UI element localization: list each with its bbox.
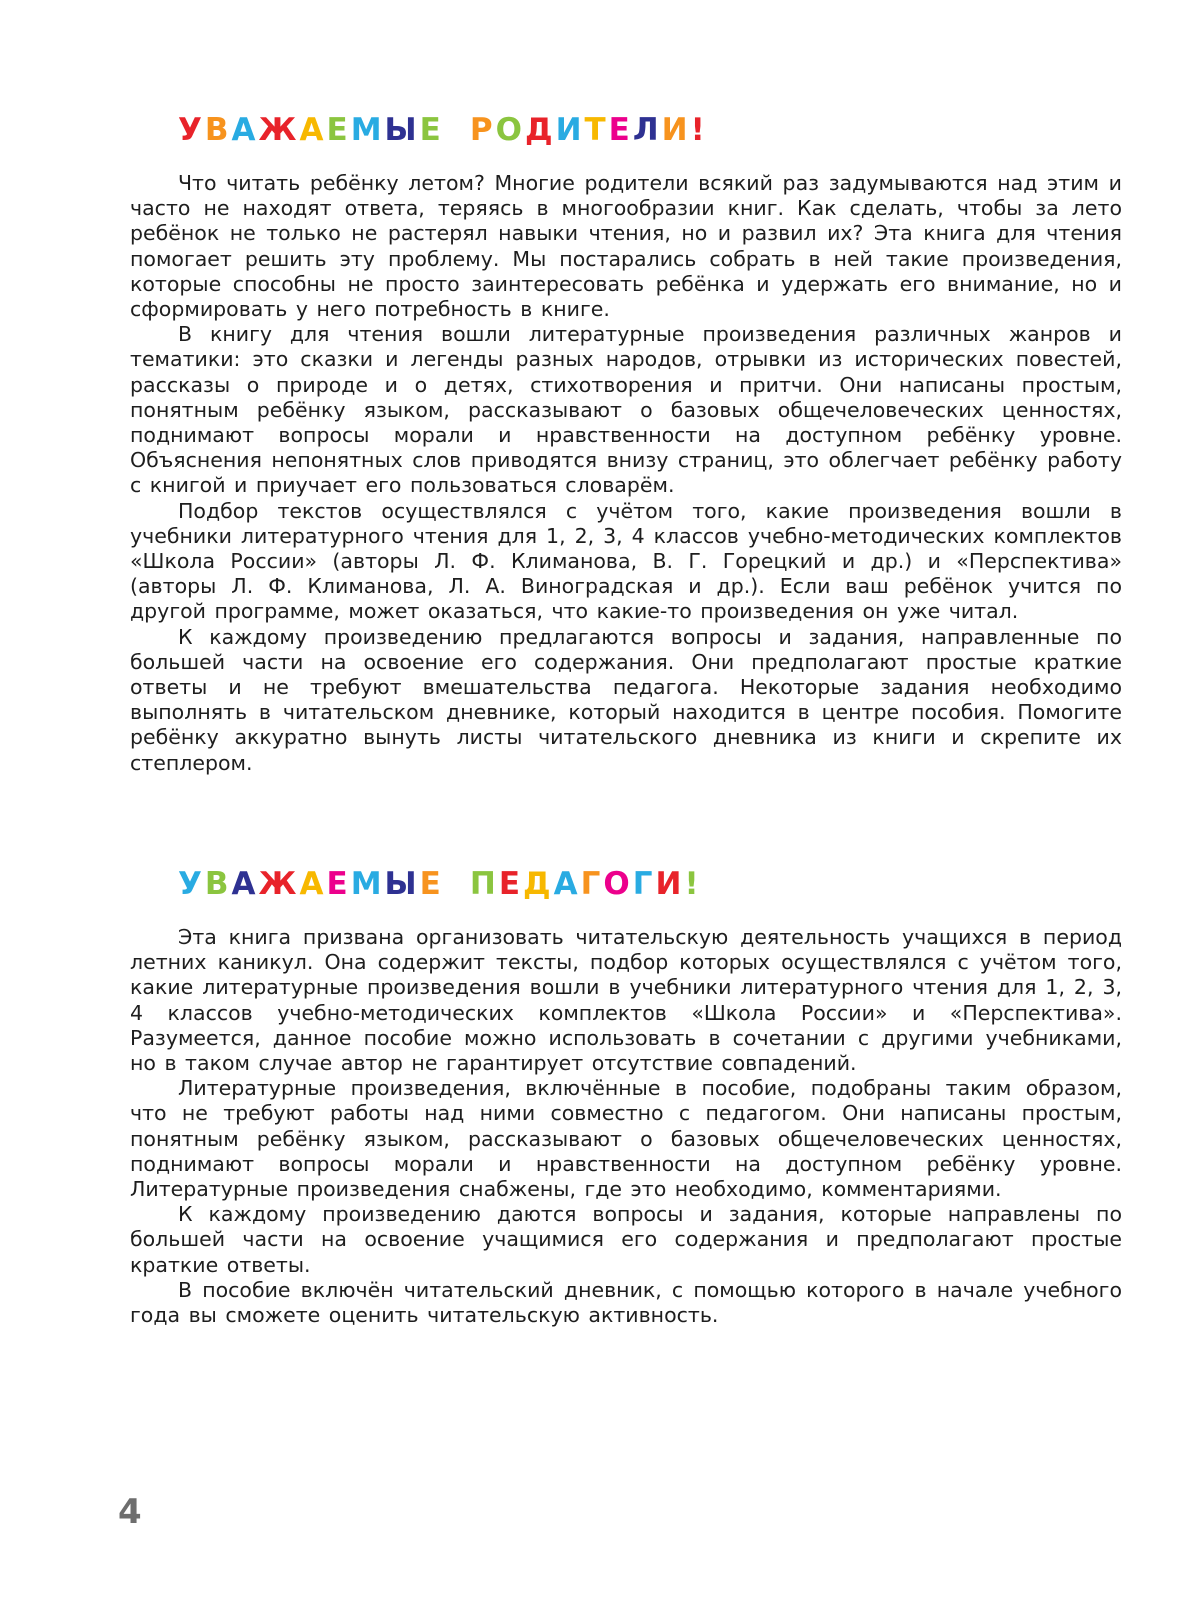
title-letter: И <box>555 112 585 148</box>
title-letter: И <box>655 866 685 902</box>
title-letter: Е <box>326 112 351 148</box>
parents-paragraph: В книгу для чтения вошли литературные произведения различных жанров и тематики: это сказки и легенды разных народов, отрывки из исторических повестей, рассказы о природе и о детях, стихотворения и притчи. Они написаны простым, понятным ребёнку языком, рассказывают о базовых общечеловеческих ценностях, поднимают вопросы морали и нравственности на доступном ребёнку уровне. Объяснения непонятных слов приводятся внизу страниц, это облегчает ребёнку работу с книгой и приучает его пользоваться словарём. <box>130 322 1122 498</box>
parents-text <box>130 171 1122 776</box>
title-letter: М <box>350 112 385 148</box>
title-letter: А <box>231 866 259 902</box>
title-letter: Е <box>498 866 523 902</box>
title-letter: Ж <box>258 112 300 148</box>
title-letter: Ы <box>384 112 420 148</box>
parents-paragraph: К каждому произведению предлагаются вопросы и задания, направленные по большей части на освоение его содержания. Они предполагают простые краткие ответы и не требуют вмешательства педагога. Некоторые задания необходимо выполнять в читательском дневнике, который находится в центре пособия. Помогите ребёнку аккуратно вынуть листы читательского дневника из книги и скрепите их степлером. <box>130 624 1122 775</box>
title-letter: ! <box>690 112 708 148</box>
title-letter: О <box>495 112 525 148</box>
title-letter: А <box>231 112 259 148</box>
title-letter: А <box>299 112 327 148</box>
parents-heading <box>178 112 708 148</box>
page-number: 4 <box>118 1492 142 1532</box>
title-letter: И <box>661 112 691 148</box>
title-letter: Т <box>584 112 609 148</box>
title-letter: Е <box>419 866 444 902</box>
title-letter: Е <box>608 112 633 148</box>
title-space <box>444 866 470 902</box>
title-letter: ! <box>684 866 702 902</box>
title-letter: Г <box>632 866 656 902</box>
title-letter: Е <box>419 112 444 148</box>
title-letter: А <box>299 866 327 902</box>
title-letter: Д <box>524 112 556 148</box>
title-letter: М <box>350 866 385 902</box>
teachers-paragraph: Литературные произведения, включённые в пособие, подобраны таким образом, что не требуют работы над ними совместно с педагогом. Они написаны простым, понятным ребёнку языком, рассказывают о базовых общечеловеческих ценностях, поднимают вопросы морали и нравственности на доступном ребёнку уровне. Литературные произведения снабжены, где это необходимо, комментариями. <box>130 1076 1122 1202</box>
title-letter: Л <box>632 112 662 148</box>
title-letter: Р <box>469 112 496 148</box>
teachers-text <box>130 925 1122 1328</box>
parents-paragraph: Подбор текстов осуществлялся с учётом того, какие произведения вошли в учебники литературного чтения для 1, 2, 3, 4 классов учебно-методических комплектов «Школа России» (авторы Л. Ф. Климанова, В. Г. Горецкий и др.) и «Перспектива» (авторы Л. Ф. Климанова, Л. А. Виноградская и др.). Если ваш ребёнок учится по другой программе, может оказаться, что какие-то произведения он уже читал. <box>130 498 1122 624</box>
teachers-paragraph: К каждому произведению даются вопросы и задания, которые направлены по большей части на освоение учащимися его содержания и предполагают простые краткие ответы. <box>130 1202 1122 1277</box>
title-letter: В <box>204 112 232 148</box>
teachers-heading <box>178 866 702 902</box>
parents-paragraph: Что читать ребёнку летом? Многие родители всякий раз задумываются над этим и часто не находят ответа, теряясь в многообразии книг. Как сделать, чтобы за лето ребёнок не только не растерял навыки чтения, но и развил их? Эта книга для чтения помогает решить эту проблему. Мы постарались собрать в ней такие произведения, которые способны не просто заинтересовать ребёнка и удержать его внимание, но и сформировать у него потребность в книге. <box>130 171 1122 322</box>
title-letter: О <box>603 866 633 902</box>
title-letter: Г <box>580 866 604 902</box>
title-letter: У <box>178 112 205 148</box>
teachers-paragraph: В пособие включён читательский дневник, с помощью которого в начале учебного года вы сможете оценить читательскую активность. <box>130 1277 1122 1328</box>
title-letter: Ж <box>258 866 300 902</box>
title-letter: Ы <box>384 866 420 902</box>
teachers-paragraph: Эта книга призвана организовать читательскую деятельность учащихся в период летних каникул. Она содержит тексты, подбор которых осуществлялся с учётом того, какие литературные произведения вошли в учебники литературного чтения для 1, 2, 3, 4 классов учебно-методических комплектов «Школа России» и «Перспектива». Разумеется, данное пособие можно использовать в сочетании с другими учебниками, но в таком случае автор не гарантирует отсутствие совпадений. <box>130 925 1122 1076</box>
title-letter: П <box>469 866 499 902</box>
title-letter: А <box>553 866 581 902</box>
title-letter: У <box>178 866 205 902</box>
title-letter: Д <box>523 866 554 902</box>
title-letter: В <box>204 866 232 902</box>
title-letter: Е <box>326 866 351 902</box>
title-space <box>444 112 470 148</box>
